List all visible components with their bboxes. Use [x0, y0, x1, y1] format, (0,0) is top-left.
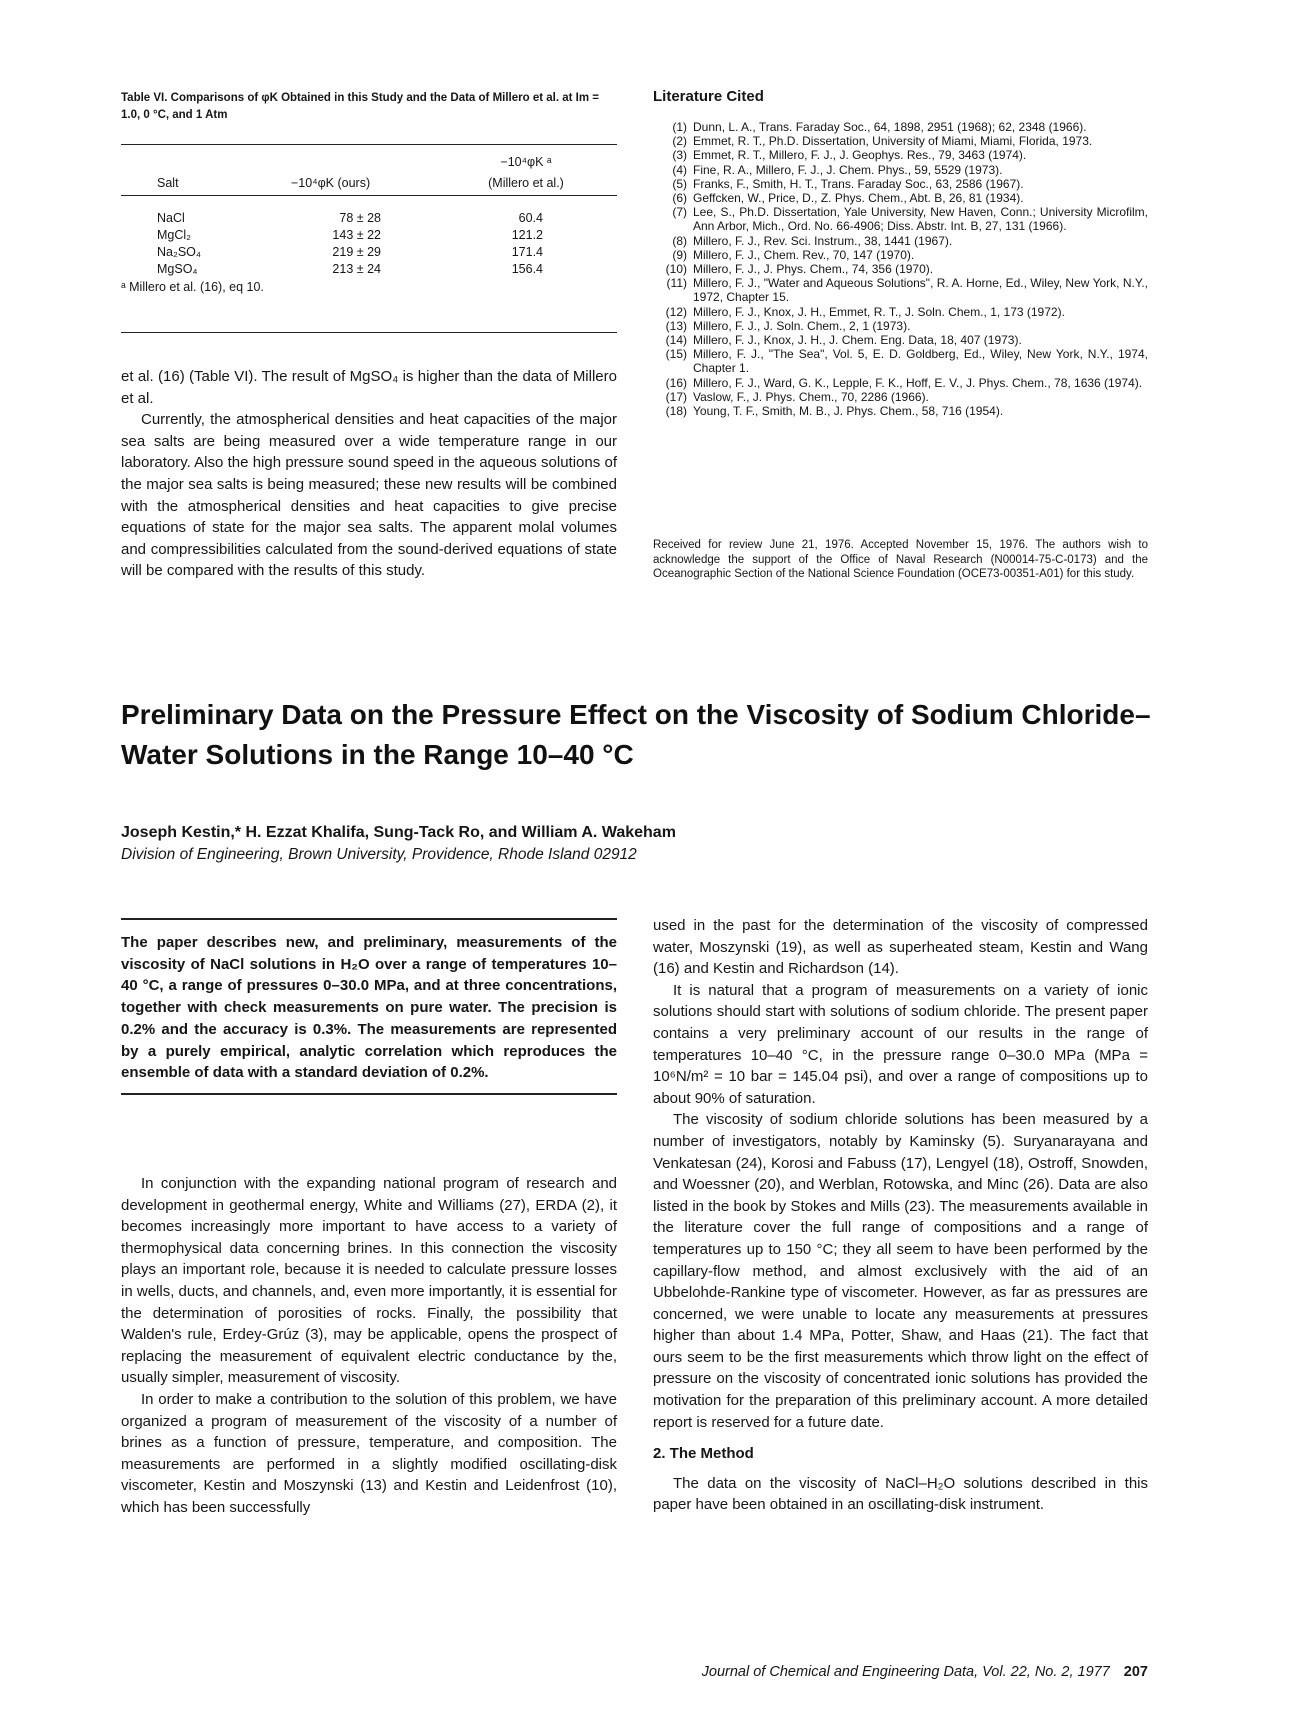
reference-item — [653, 191, 1148, 205]
journal-citation: Journal of Chemical and Engineering Data, Vol. 22, No. 2, 1977 — [701, 1664, 1110, 1680]
article-title: Preliminary Data on the Pressure Effect on the Viscosity of Sodium Chloride–Water Solutions in the Range 10–40 °C — [121, 699, 1151, 770]
intro-paragraph-3: used in the past for the determination of the viscosity of compressed water, Moszynski (19), as well as superheated steam, Kestin and Wang (16) and Kestin and Richardson (14). — [653, 917, 1148, 978]
page-footer — [580, 1664, 1148, 1680]
reference-item — [653, 390, 1148, 404]
reference-text: Lee, S., Ph.D. Dissertation, Yale University, New Haven, Conn.; University Microfilm, Ann Arbor, Mich., Ord. No. 66-4906; Diss. Abstr. Int. B, 27, 131 (1966). — [693, 205, 1148, 234]
cell-ours: 143 ± 22 — [332, 228, 381, 242]
reference-number: (9) — [672, 247, 687, 262]
reference-list — [653, 120, 1148, 418]
abstract-top-rule — [121, 918, 617, 920]
reference-item — [653, 148, 1148, 162]
abstract-bottom-rule — [121, 1093, 617, 1095]
reference-text: Emmet, R. T., Millero, F. J., J. Geophys. Res., 79, 3463 (1974). — [693, 148, 1027, 163]
abstract-box — [121, 918, 617, 1095]
reference-item — [653, 376, 1148, 390]
table-footnote: ᵃ Millero et al. (16), eq 10. — [121, 280, 264, 294]
reference-number: (12) — [665, 304, 687, 319]
col-header-millero-bottom: (Millero et al.) — [488, 176, 564, 190]
reference-text: Millero, F. J., Chem. Rev., 70, 147 (1970). — [693, 247, 915, 262]
reference-number: (13) — [665, 318, 687, 333]
reference-number: (3) — [672, 148, 687, 163]
table-row — [121, 244, 617, 261]
col-header-millero-top: −10⁴φK ᵃ — [500, 155, 552, 169]
cell-salt: Na₂SO₄ — [157, 245, 201, 259]
reference-number: (15) — [665, 347, 687, 362]
intro-paragraph-2: In order to make a contribution to the solution of this problem, we have organized a program of measurement of the viscosity of a number of brines as a function of pressure, temperature, and composition. The measurements are performed in a slightly modified oscillating-disk viscometer, Kestin and Moszynski (13) and Kestin and Leidenfrost (10), which has been successfully — [121, 1390, 617, 1516]
reference-number: (11) — [666, 276, 687, 291]
cell-ours: 78 ± 28 — [339, 211, 381, 225]
reference-text: Millero, F. J., Rev. Sci. Instrum., 38, 1441 (1967). — [693, 233, 953, 248]
cell-millero: 156.4 — [511, 262, 543, 276]
reference-item — [653, 333, 1148, 347]
page-number: 207 — [1123, 1664, 1148, 1680]
literature-heading: Literature Cited — [653, 88, 764, 105]
prev-paper-text — [121, 366, 617, 582]
reference-item — [653, 163, 1148, 177]
reference-number: (6) — [672, 191, 687, 206]
reference-item — [653, 347, 1148, 375]
reference-text: Millero, F. J., Knox, J. H., Emmet, R. T., J. Soln. Chem., 1, 173 (1972). — [693, 304, 1065, 319]
left-column — [121, 1173, 617, 1519]
cell-salt: NaCl — [157, 211, 185, 225]
table-row — [121, 261, 617, 278]
intro-paragraph-4: It is natural that a program of measurements on a variety of ionic solutions should start with solutions of sodium chloride. The present paper contains a very preliminary account of our results in the range of temperatures 10–40 °C, in the pressure range 0–30.0 MPa (MPa = 10⁶N/m² = 10 bar = 145.04 psi), and over a range of compositions up to about 90% of saturation. — [653, 981, 1148, 1107]
reference-text: Millero, F. J., Ward, G. K., Lepple, F. K., Hoff, E. V., J. Phys. Chem., 78, 1636 (1974). — [693, 375, 1143, 390]
reference-item — [653, 248, 1148, 262]
reference-item — [653, 134, 1148, 148]
reference-number: (2) — [672, 134, 687, 149]
reference-item — [653, 319, 1148, 333]
article-affiliation: Division of Engineering, Brown University, Providence, Rhode Island 02912 — [121, 846, 637, 863]
cell-ours: 213 ± 24 — [332, 262, 381, 276]
col-header-ours: −10⁴φK (ours) — [291, 176, 371, 190]
reference-number: (4) — [672, 162, 687, 177]
table-bottom-rule — [121, 332, 617, 333]
received-note: Received for review June 21, 1976. Accepted November 15, 1976. The authors wish to acknowledge the support of the Office of Naval Research (N00014-75-C-0173) and the Oceanographic Section of the National Science Foundation (OCE73-00351-A01) for this study. — [653, 539, 1148, 581]
reference-text: Millero, F. J., J. Soln. Chem., 2, 1 (1973). — [693, 318, 911, 333]
reference-text: Millero, F. J., "The Sea", Vol. 5, E. D. Goldberg, Ed., Wiley, New York, N.Y., 1974, Chapter 1. — [693, 347, 1148, 376]
table-vi — [121, 144, 617, 333]
table-row — [121, 210, 617, 227]
cell-salt: MgSO₄ — [157, 262, 198, 276]
reference-number: (5) — [672, 176, 687, 191]
reference-number: (17) — [665, 389, 687, 404]
reference-text: Millero, F. J., "Water and Aqueous Solutions", R. A. Horne, Ed., Wiley, New York, N.Y., 1972, Chapter 15. — [693, 276, 1148, 305]
reference-text: Millero, F. J., J. Phys. Chem., 74, 356 (1970). — [693, 262, 934, 277]
reference-text: Vaslow, F., J. Phys. Chem., 70, 2286 (1966). — [693, 389, 929, 404]
reference-item — [653, 234, 1148, 248]
section-heading-method: 2. The Method — [653, 1445, 754, 1463]
reference-item — [653, 205, 1148, 233]
reference-number: (8) — [672, 233, 687, 248]
reference-text: Franks, F., Smith, H. T., Trans. Faraday Soc., 63, 2586 (1967). — [693, 176, 1024, 191]
reference-text: Young, T. F., Smith, M. B., J. Phys. Chem., 58, 716 (1954). — [693, 404, 1004, 419]
article-authors: Joseph Kestin,* H. Ezzat Khalifa, Sung-Tack Ro, and William A. Wakeham — [121, 824, 676, 841]
right-column — [653, 915, 1148, 1516]
table-row — [121, 227, 617, 244]
reference-item — [653, 262, 1148, 276]
prev-paragraph-1: et al. (16) (Table VI). The result of MgSO₄ is higher than the data of Millero et al. — [121, 368, 617, 407]
reference-item — [653, 120, 1148, 134]
col-header-salt: Salt — [157, 176, 179, 190]
table-caption: Table VI. Comparisons of φK Obtained in this Study and the Data of Millero et al. at Im = 1.0, 0 °C, and 1 Atm — [121, 92, 599, 121]
abstract-text: The paper describes new, and preliminary, measurements of the viscosity of NaCl solutions in H₂O over a range of temperatures 10–40 °C, a range of pressures 0–30.0 MPa, and at three concentrations, together with check measurements on pure water. The precision is 0.2% and the accuracy is 0.3%. The measurements are represented by a purely empirical, analytic correlation which reproduces the ensemble of data with a standard deviation of 0.2%. — [121, 934, 617, 1082]
reference-number: (14) — [665, 333, 687, 348]
cell-millero: 171.4 — [511, 245, 543, 259]
reference-number: (10) — [665, 262, 687, 277]
cell-salt: MgCl₂ — [157, 228, 192, 242]
intro-paragraph-5: The viscosity of sodium chloride solutions has been measured by a number of investigators, notably by Kaminsky (5). Suryanarayana and Venkatesan (24), Korosi and Fabuss (17), Lengyel (18), Ostroff, Snowden, and Woessner (20), and Werblan, Rotowska, and Minc (26). Data are also listed in the book by Stokes and Mills (23). The measurements available in the literature cover the full range of compositions and a range of temperatures up to 150 °C; they all seem to have been performed by the capillary-flow method, and almost exclusively with the aid of an Ubbelohde-Rankine type of viscometer. However, as far as pressures are concerned, we were unable to locate any measurements at pressures higher than about 1.4 MPa, Potter, Shaw, and Haas (21). The fact that ours seem to be the first measurements which throw light on the effect of pressure on the viscosity of concentrated ionic solutions has provided the motivation for the preparation of this preliminary account. A more detailed report is reserved for a future date. — [653, 1111, 1148, 1431]
cell-millero: 60.4 — [518, 211, 543, 225]
reference-text: Fine, R. A., Millero, F. J., J. Chem. Phys., 59, 5529 (1973). — [693, 162, 1003, 177]
intro-paragraph-1: In conjunction with the expanding national program of research and development in geothermal energy, White and Williams (27), ERDA (2), it becomes increasingly more important to have access to a variety of thermophysical data concerning brines. In this connection the viscosity plays an important role, because it is needed to calculate pressure losses in wells, ducts, and channels, and, even more importantly, it is essential for the determination of porosities of rocks. Finally, the possibility that Walden's rule, Erdey-Grúz (3), may be applicable, opens the prospect of replacing the measurement of equivalent electric conductance by the, usually simpler, measurement of viscosity. — [121, 1175, 617, 1387]
reference-item — [653, 305, 1148, 319]
reference-text: Dunn, L. A., Trans. Faraday Soc., 64, 1898, 2951 (1968); 62, 2348 (1966). — [693, 120, 1087, 134]
reference-number: (7) — [672, 205, 687, 220]
cell-millero: 121.2 — [511, 228, 543, 242]
reference-item — [653, 177, 1148, 191]
reference-number: (1) — [672, 120, 687, 134]
reference-number: (16) — [665, 375, 687, 390]
reference-text: Emmet, R. T., Ph.D. Dissertation, University of Miami, Miami, Florida, 1973. — [693, 134, 1093, 149]
prev-paragraph-2: Currently, the atmospherical densities and heat capacities of the major sea salts are being measured over a wide temperature range in our laboratory. Also the high pressure sound speed in the aqueous solutions of the major sea salts is being measured; these new results will be combined with the atmospherical densities and heat capacities to give precise equations of state for the major sea salts. The apparent molal volumes and compressibilities calculated from the sound-derived equations of state will be compared with the results of this study. — [121, 411, 617, 580]
cell-ours: 219 ± 29 — [332, 245, 381, 259]
reference-item — [653, 404, 1148, 418]
reference-item — [653, 276, 1148, 304]
reference-number: (18) — [665, 404, 687, 419]
reference-text: Millero, F. J., Knox, J. H., J. Chem. Eng. Data, 18, 407 (1973). — [693, 333, 1022, 348]
reference-text: Geffcken, W., Price, D., Z. Phys. Chem., Abt. B, 26, 81 (1934). — [693, 191, 1024, 206]
method-paragraph-1: The data on the viscosity of NaCl–H₂O solutions described in this paper have been obtained in an oscillating-disk instrument. — [653, 1474, 1148, 1514]
